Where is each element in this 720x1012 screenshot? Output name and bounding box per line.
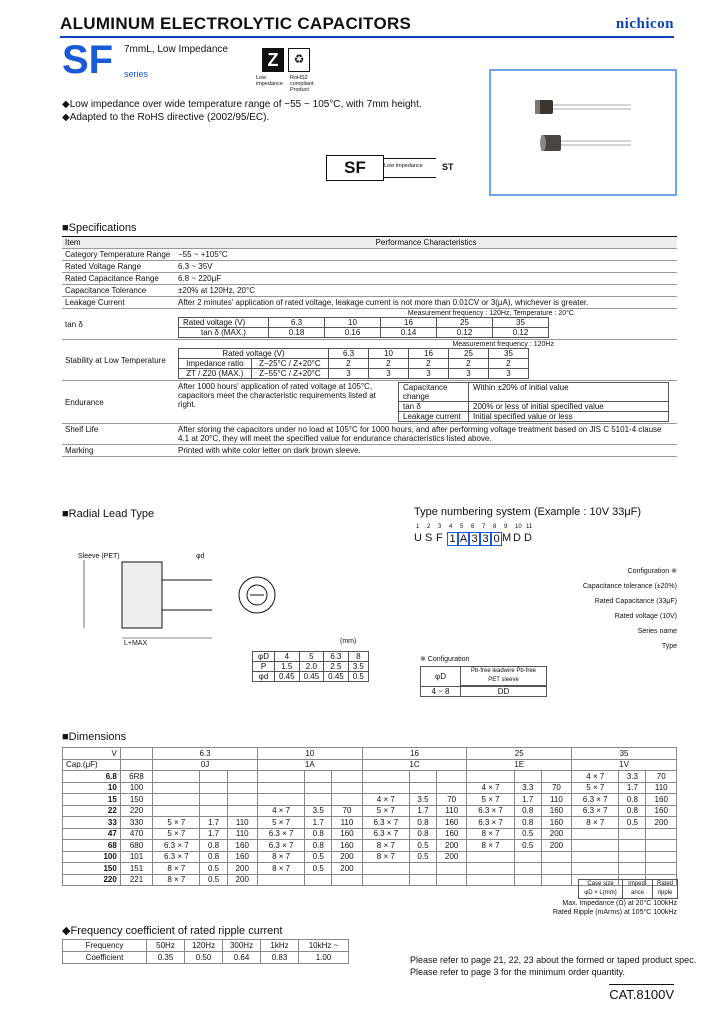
dimensions-table: V 6.3 10 16 25 35 Cap.(μF) 0J 1A 1C 1E 1V 6.8 6R8 4 × 7 3.3 70 10 100 4 × 7 3.3 70 5 × 7 1.7 110 15 150 4 × 7 3.5 70 5 × 7 1.7 110 6.3 × 7 0.8 160 22 220 4 × 7 3.5 70 5 × 7 1.7 110 6.3 × 7 0.8 160 6.3 × 7 0.8 160 33 330 5 × 7 1.7 110 5 × 7 1.7 110 6.3 × 7 0.8 160 6.3 × 7 0.8 160 8 × 7 0.5 200 47 470 5 × 7 1.7 110 6.3 × 7 0.8 160 6.3 × 7 0.8 160 8 × 7 0.5 200 68 680 6.3 × 7 0.8 160 6.3 × 7 0.8 160 8 × 7 0.5 200 8 × 7 0.5 200 100 101 6.3 × 7 0.8 160 8 × 7 0.5 200 8 × 7 0.5 200 150 151 8 × 7 0.5 200 8 × 7 0.5 200 220 221 8 × 7 0.5 200 (62, 747, 677, 886)
series-box-side: Low Impedance (384, 158, 436, 178)
table-row: 22 220 4 × 7 3.5 70 5 × 7 1.7 110 6.3 × 7 0.8 160 6.3 × 7 0.8 160 (63, 805, 677, 817)
table-row: 68 680 6.3 × 7 0.8 160 6.3 × 7 0.8 160 8 × 7 0.5 200 8 × 7 0.5 200 (63, 840, 677, 852)
brand-logo: nichicon (615, 16, 674, 32)
type-numbering-heading: Type numbering system (Example : 10V 33μF) (414, 506, 642, 518)
length-label: L+MAX (124, 640, 148, 647)
section-heading: ◆Frequency coefficient of rated ripple current (62, 925, 283, 937)
table-row: 150 151 8 × 7 0.5 200 8 × 7 0.5 200 (63, 863, 677, 875)
section-heading: ■Dimensions (62, 731, 127, 743)
list-item: ◆Adapted to the RoHS directive (2002/95/EC). (62, 112, 270, 123)
series-box: SF (326, 155, 384, 181)
config-table: φD Pb-free leadwire Pb-free PET sleeve 4 ~ 8 DD (420, 666, 547, 697)
series-word: series (124, 69, 149, 79)
type-char-row: U S F 1 A 3 3 0 M D D (414, 532, 532, 545)
page-title: ALUMINUM ELECTROLYTIC CAPACITORS (60, 14, 412, 33)
ripple-table: Frequency 50Hz 120Hz 300Hz 1kHz 10kHz ~ Coefficient 0.35 0.50 0.64 0.83 1.00 (62, 939, 349, 964)
icon-label: RoHS2 compliant Product (290, 75, 314, 93)
type-index-row: 1 2 3 4 5 6 7 8 9 10 11 (416, 524, 533, 530)
unit-label: (mm) (340, 638, 357, 645)
lead-table: φD 4 5 6.3 8 P 1.5 2.0 2.5 3.5 φd 0.45 0.45 0.45 0.5 (252, 651, 369, 682)
footer-note-2: Please refer to page 3 for the minimum order quantity. (410, 967, 625, 977)
stability-table: Rated voltage (V) 6.3 10 16 25 35 Impedance ratio Z−25°C / Z+20°C 2 2 2 2 2 ZT / Z20 (MAX.) Z−55°C / Z+20°C 3 3 3 3 3 (178, 348, 529, 379)
header-rule (60, 36, 674, 38)
section-heading: ■Specifications (62, 222, 137, 234)
table-row: 10 100 4 × 7 3.3 70 5 × 7 1.7 110 (63, 782, 677, 794)
table-row: 33 330 5 × 7 1.7 110 5 × 7 1.7 110 6.3 × 7 0.8 160 6.3 × 7 0.8 160 8 × 7 0.5 200 (63, 817, 677, 829)
spec-table: Item Performance Characteristics Category Temperature Range −55 ~ +105°C Rated Voltage Range 6.3 ~ 35V Rated Capacitance Range 6.8 ~ 220μF Capacitance Tolerance ±20% at 120Hz, 20°C Leakage Current After 2 minutes' application of rated voltage, leakage current is not more than 0.01CV or 3(μA), whichever is greater. tan δ Measurement frequency : 120Hz, Temperature : 20°C Rated voltage (V) 6.3 10 16 25 35 tan δ (MAX.) 0.18 0.16 0.14 0.12 0.12 Stability at Low Temperature Measurement frequency : 120Hz Rated voltage (V) 6.3 10 16 25 35 Impedance ratio Z−25°C / Z+20°C 2 2 2 2 2 ZT / Z20 (MAX.) Z−55°C / Z+20°C 3 3 3 3 3 Endurance After 1000 hours' application of rated voltage at 105°C, capacitors meet the characteristic requirements listed at right. Capacitance change Within ±20% of initial value tan δ 200% or less of initial specified value Leakage current Initial specified value or less Shelf Life After storing the capacitors under no load at 105°C for 1000 hours, and after performing voltage treatment based on JIS C 5101-4 clause 4.1 at 20°C, they will meet the specified value for endurance characteristics listed above. Marking Printed with white color letter on dark brown sleeve. (62, 236, 677, 457)
low-impedance-icon: Z (262, 48, 284, 72)
endurance-table: Capacitance change Within ±20% of initial value tan δ 200% or less of initial specified value Leakage current Initial specified value or less (398, 382, 669, 422)
table-row: 15 150 4 × 7 3.5 70 5 × 7 1.7 110 6.3 × 7 0.8 160 (63, 794, 677, 806)
tan-delta-table: Rated voltage (V) 6.3 10 16 25 35 tan δ (MAX.) 0.18 0.16 0.14 0.12 0.12 (178, 317, 549, 338)
product-photo (489, 69, 677, 196)
list-item: ◆Low impedance over wide temperature range of −55 ~ 105°C, with 7mm height. (62, 99, 422, 110)
catalog-number: CAT.8100V (609, 984, 674, 1002)
table-row: 47 470 5 × 7 1.7 110 6.3 × 7 0.8 160 6.3 × 7 0.8 160 8 × 7 0.5 200 (63, 828, 677, 840)
sleeve-label: Sleeve (PET) (78, 553, 120, 560)
type-label-list: Configuration ※ Capacitance tolerance (±20%) Rated Capacitance (33μF) Rated voltage (10V) Series name Type (582, 568, 677, 650)
footer-note-1: Please refer to page 21, 22, 23 about the formed or taped product spec. (410, 955, 697, 965)
table-row: 6.8 6R8 4 × 7 3.3 70 (63, 771, 677, 783)
config-title: ※ Configuration (420, 656, 470, 663)
rohs-icon: ♻ (288, 48, 310, 72)
series-code: SF (62, 38, 114, 82)
dims-legend: Case size φD × L(mm) Imped-ance Rated ripple (578, 879, 678, 899)
dims-note-1: Max. Impedance (Ω) at 20°C 100kHz (562, 900, 677, 907)
icon-label: Low impedance (256, 75, 283, 87)
series-subtitle: 7mmL, Low Impedance (124, 44, 228, 55)
section-heading: ■Radial Lead Type (62, 508, 155, 520)
table-row: 220 221 8 × 7 0.5 200 (63, 874, 677, 886)
series-next: ST (442, 162, 454, 172)
table-row: 100 101 6.3 × 7 0.8 160 8 × 7 0.5 200 8 × 7 0.5 200 (63, 851, 677, 863)
feature-list (62, 98, 422, 124)
dims-note-2: Rated Ripple (mArms) at 105°C 100kHz (552, 909, 677, 916)
lead-dia-label: φd (196, 553, 205, 560)
